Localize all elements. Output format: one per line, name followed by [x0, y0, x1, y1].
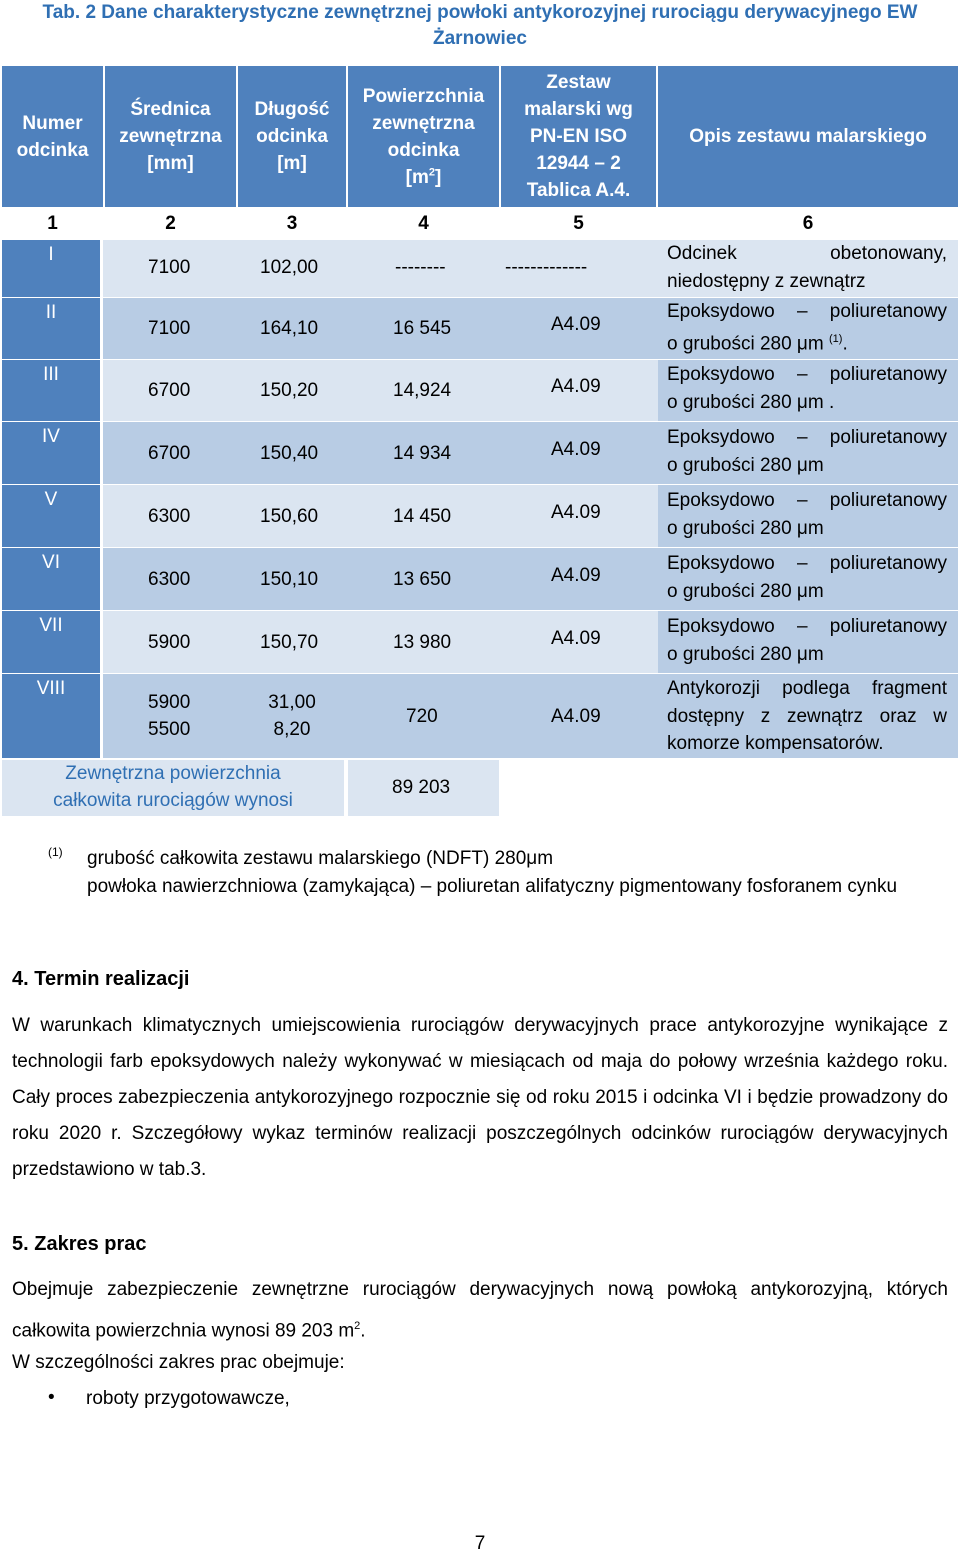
cell-description-line: niedostępny z zewnątrz: [667, 271, 866, 292]
total-label-line-2: całkowita rurociągów wynosi: [53, 790, 293, 811]
column-number: [501, 209, 656, 238]
header-length: [238, 66, 346, 207]
row-label: [2, 548, 100, 610]
column-number: [238, 209, 346, 238]
header-segment-number-label: Numer odcinka: [16, 112, 89, 161]
section-5-text-end: .: [360, 1320, 366, 1342]
row-label: [2, 360, 100, 421]
header-area-label: [348, 83, 499, 191]
column-number-2: 2: [165, 212, 176, 234]
cell-description-line: o grubości 280 μm: [667, 581, 824, 602]
header-area-unit: [m: [405, 166, 429, 188]
cell-diameter: 6700: [148, 380, 191, 401]
cell-area: 14 934: [393, 443, 452, 464]
cell-paint-set: A4.09: [551, 565, 601, 586]
cell-description-end: .: [842, 333, 848, 355]
bullet-symbol: •: [48, 1387, 55, 1408]
footnote-mark: (1): [48, 845, 63, 859]
section-5-heading: 5. Zakres prac: [12, 1233, 147, 1255]
column-number-3: 3: [286, 212, 298, 234]
row-label-text: II: [45, 302, 57, 323]
column-number: [2, 209, 103, 238]
column-number-1: 1: [47, 212, 58, 234]
row-label: [2, 611, 100, 673]
header-description-label: Opis zestawu malarskiego: [689, 126, 927, 147]
cell-length: 150,60: [260, 506, 319, 527]
total-label-line-1: Zewnętrzna powierzchnia: [65, 763, 281, 784]
cell-description-line: Epoksydowo – poliuretanowy: [667, 364, 947, 385]
row-label: [2, 298, 100, 359]
header-area-sup: 2: [428, 166, 436, 179]
cell-length: 31,00: [268, 692, 316, 713]
cell-description-line: Epoksydowo – poliuretanowy: [667, 616, 947, 637]
total-value: 89 203: [392, 777, 451, 798]
header-diameter-label: Średnica zewnętrzna [mm]: [119, 99, 222, 174]
cell-description-line: o grubości 280 μm: [667, 455, 824, 476]
cell-description-line: o grubości 280 μm: [667, 644, 824, 665]
row-label-text: VIII: [36, 678, 66, 699]
cell-area: 720: [406, 706, 438, 727]
cell-diameter: 7100: [148, 318, 191, 339]
cell-diameter: 5500: [148, 719, 191, 740]
cell-diameter: 6700: [148, 443, 191, 464]
row-label: [2, 674, 100, 758]
cell-diameter: 5900: [148, 692, 191, 713]
table-caption: [0, 0, 960, 52]
caption-line-2: Żarnowiec: [433, 28, 527, 49]
header-area-text: Powierzchnia zewnętrzna odcinka: [362, 85, 485, 161]
cell-paint-set: A4.09: [551, 502, 601, 523]
cell-paint-set: -------------: [505, 257, 588, 278]
cell-paint-set: A4.09: [551, 706, 601, 727]
section-5-sup: 2: [354, 1320, 361, 1332]
cell-description-line: Epoksydowo – poliuretanowy: [667, 427, 947, 448]
cell-description-text: o grubości 280 μm: [667, 333, 824, 355]
cell-area: 14,924: [393, 380, 452, 401]
column-number: [658, 209, 958, 238]
header-segment-number: [2, 66, 103, 207]
row-label-text: I: [48, 244, 54, 265]
cell-paint-set: A4.09: [551, 439, 601, 460]
cell-description-line: komorze kompensatorów.: [667, 733, 884, 754]
cell-paint-set: A4.09: [551, 628, 601, 649]
cell-diameter: 5900: [148, 632, 191, 653]
cell-description-line: [667, 326, 947, 357]
cell-area: 13 980: [393, 632, 452, 653]
column-number-4: 4: [418, 212, 429, 234]
row-label: [2, 485, 100, 547]
cell-description-line: Epoksydowo – poliuretanowy: [667, 301, 947, 322]
footnote-line-2: powłoka nawierzchniowa (zamykająca) – poliuretan alifatyczny pigmentowany fosforanem cynku: [87, 876, 898, 897]
section-4-text: W warunkach klimatycznych umiejscowienia rurociągów derywacyjnych prace antykorozyjne wynikające z technologii farb epoksydowych należy wykonywać w miesiącach od maja do połowy września każdego roku. Cały proces zabezpieczenia antykorozyjnego rozpocznie się od roku 2015 i odcinka VI i będzie prowadzony do roku 2020 r. Szczegółowy wykaz terminów realizacji poszczególnych odcinków rurociągów derywacyjnych przedstawiono w tab.3.: [12, 1015, 948, 1180]
row-label: [2, 422, 100, 484]
cell-area: 16 545: [393, 318, 452, 339]
cell-description-line: Epoksydowo – poliuretanowy: [667, 490, 947, 511]
row-label-text: V: [44, 489, 58, 510]
cell-area: 13 650: [393, 569, 452, 590]
row-label-text: VII: [39, 615, 63, 636]
caption-line-1: Tab. 2 Dane charakterystyczne zewnętrznej powłoki antykorozyjnej rurociągu derywacyjnego EW: [42, 2, 918, 23]
cell-description-line: Odcinek obetonowany,: [667, 243, 947, 264]
row-label-text: III: [43, 364, 59, 385]
cell-length: 150,10: [260, 569, 319, 590]
row-label: [2, 240, 100, 297]
total-label: [2, 760, 344, 814]
cell-length: 8,20: [273, 719, 311, 740]
cell-diameter: 7100: [148, 257, 191, 278]
header-area: [348, 66, 499, 207]
header-length-label: Długość odcinka [m]: [254, 99, 330, 174]
section-4-heading: 4. Termin realizacji: [12, 968, 190, 990]
cell-description-line: o grubości 280 μm .: [667, 392, 835, 413]
bullet-item: roboty przygotowawcze,: [86, 1388, 290, 1409]
cell-area: --------: [395, 257, 446, 278]
section-5-line-2: W szczególności zakres prac obejmuje:: [12, 1352, 345, 1373]
cell-diameter: 6300: [148, 506, 191, 527]
column-number-5: 5: [573, 212, 584, 234]
cell-paint-set: A4.09: [551, 314, 601, 335]
section-5-text-body: Obejmuje zabezpieczenie zewnętrzne rurociągów derywacyjnych nową powłoką antykorozyjną, których całkowita powierzchnia wynosi 89 203 m: [12, 1279, 948, 1342]
cell-length: 150,40: [260, 443, 319, 464]
page-number: 7: [474, 1533, 486, 1554]
column-number: [105, 209, 236, 238]
section-5-text: [12, 1272, 948, 1349]
cell-length: 150,70: [260, 632, 319, 653]
cell-description-line: dostępny z zewnątrz oraz w: [667, 706, 947, 727]
cell-length: 150,20: [260, 380, 319, 401]
row-label-text: VI: [42, 552, 60, 573]
footnote-line-1: grubość całkowita zestawu malarskiego (NDFT) 280μm: [87, 848, 554, 869]
cell-area: 14 450: [393, 506, 452, 527]
cell-length: 164,10: [260, 318, 319, 339]
cell-description-line: Antykorozji podlega fragment: [667, 678, 947, 699]
footnote-ref: (1): [828, 333, 843, 345]
header-diameter: [105, 66, 236, 207]
cell-paint-set: A4.09: [551, 376, 601, 397]
header-description: [658, 66, 958, 207]
cell-description-line: Epoksydowo – poliuretanowy: [667, 553, 947, 574]
cell-length: 102,00: [260, 257, 319, 278]
cell-diameter: 6300: [148, 569, 191, 590]
header-paint-set-label: Zestaw malarski wg PN-EN ISO 12944 – 2 Tablica A.4.: [524, 72, 633, 201]
header-paint-set: [501, 66, 656, 207]
cell-description-line: o grubości 280 μm: [667, 518, 824, 539]
column-number-6: 6: [802, 212, 814, 234]
column-number: [348, 209, 499, 238]
header-area-unit-end: ]: [435, 166, 442, 188]
row-label-text: IV: [42, 426, 60, 447]
